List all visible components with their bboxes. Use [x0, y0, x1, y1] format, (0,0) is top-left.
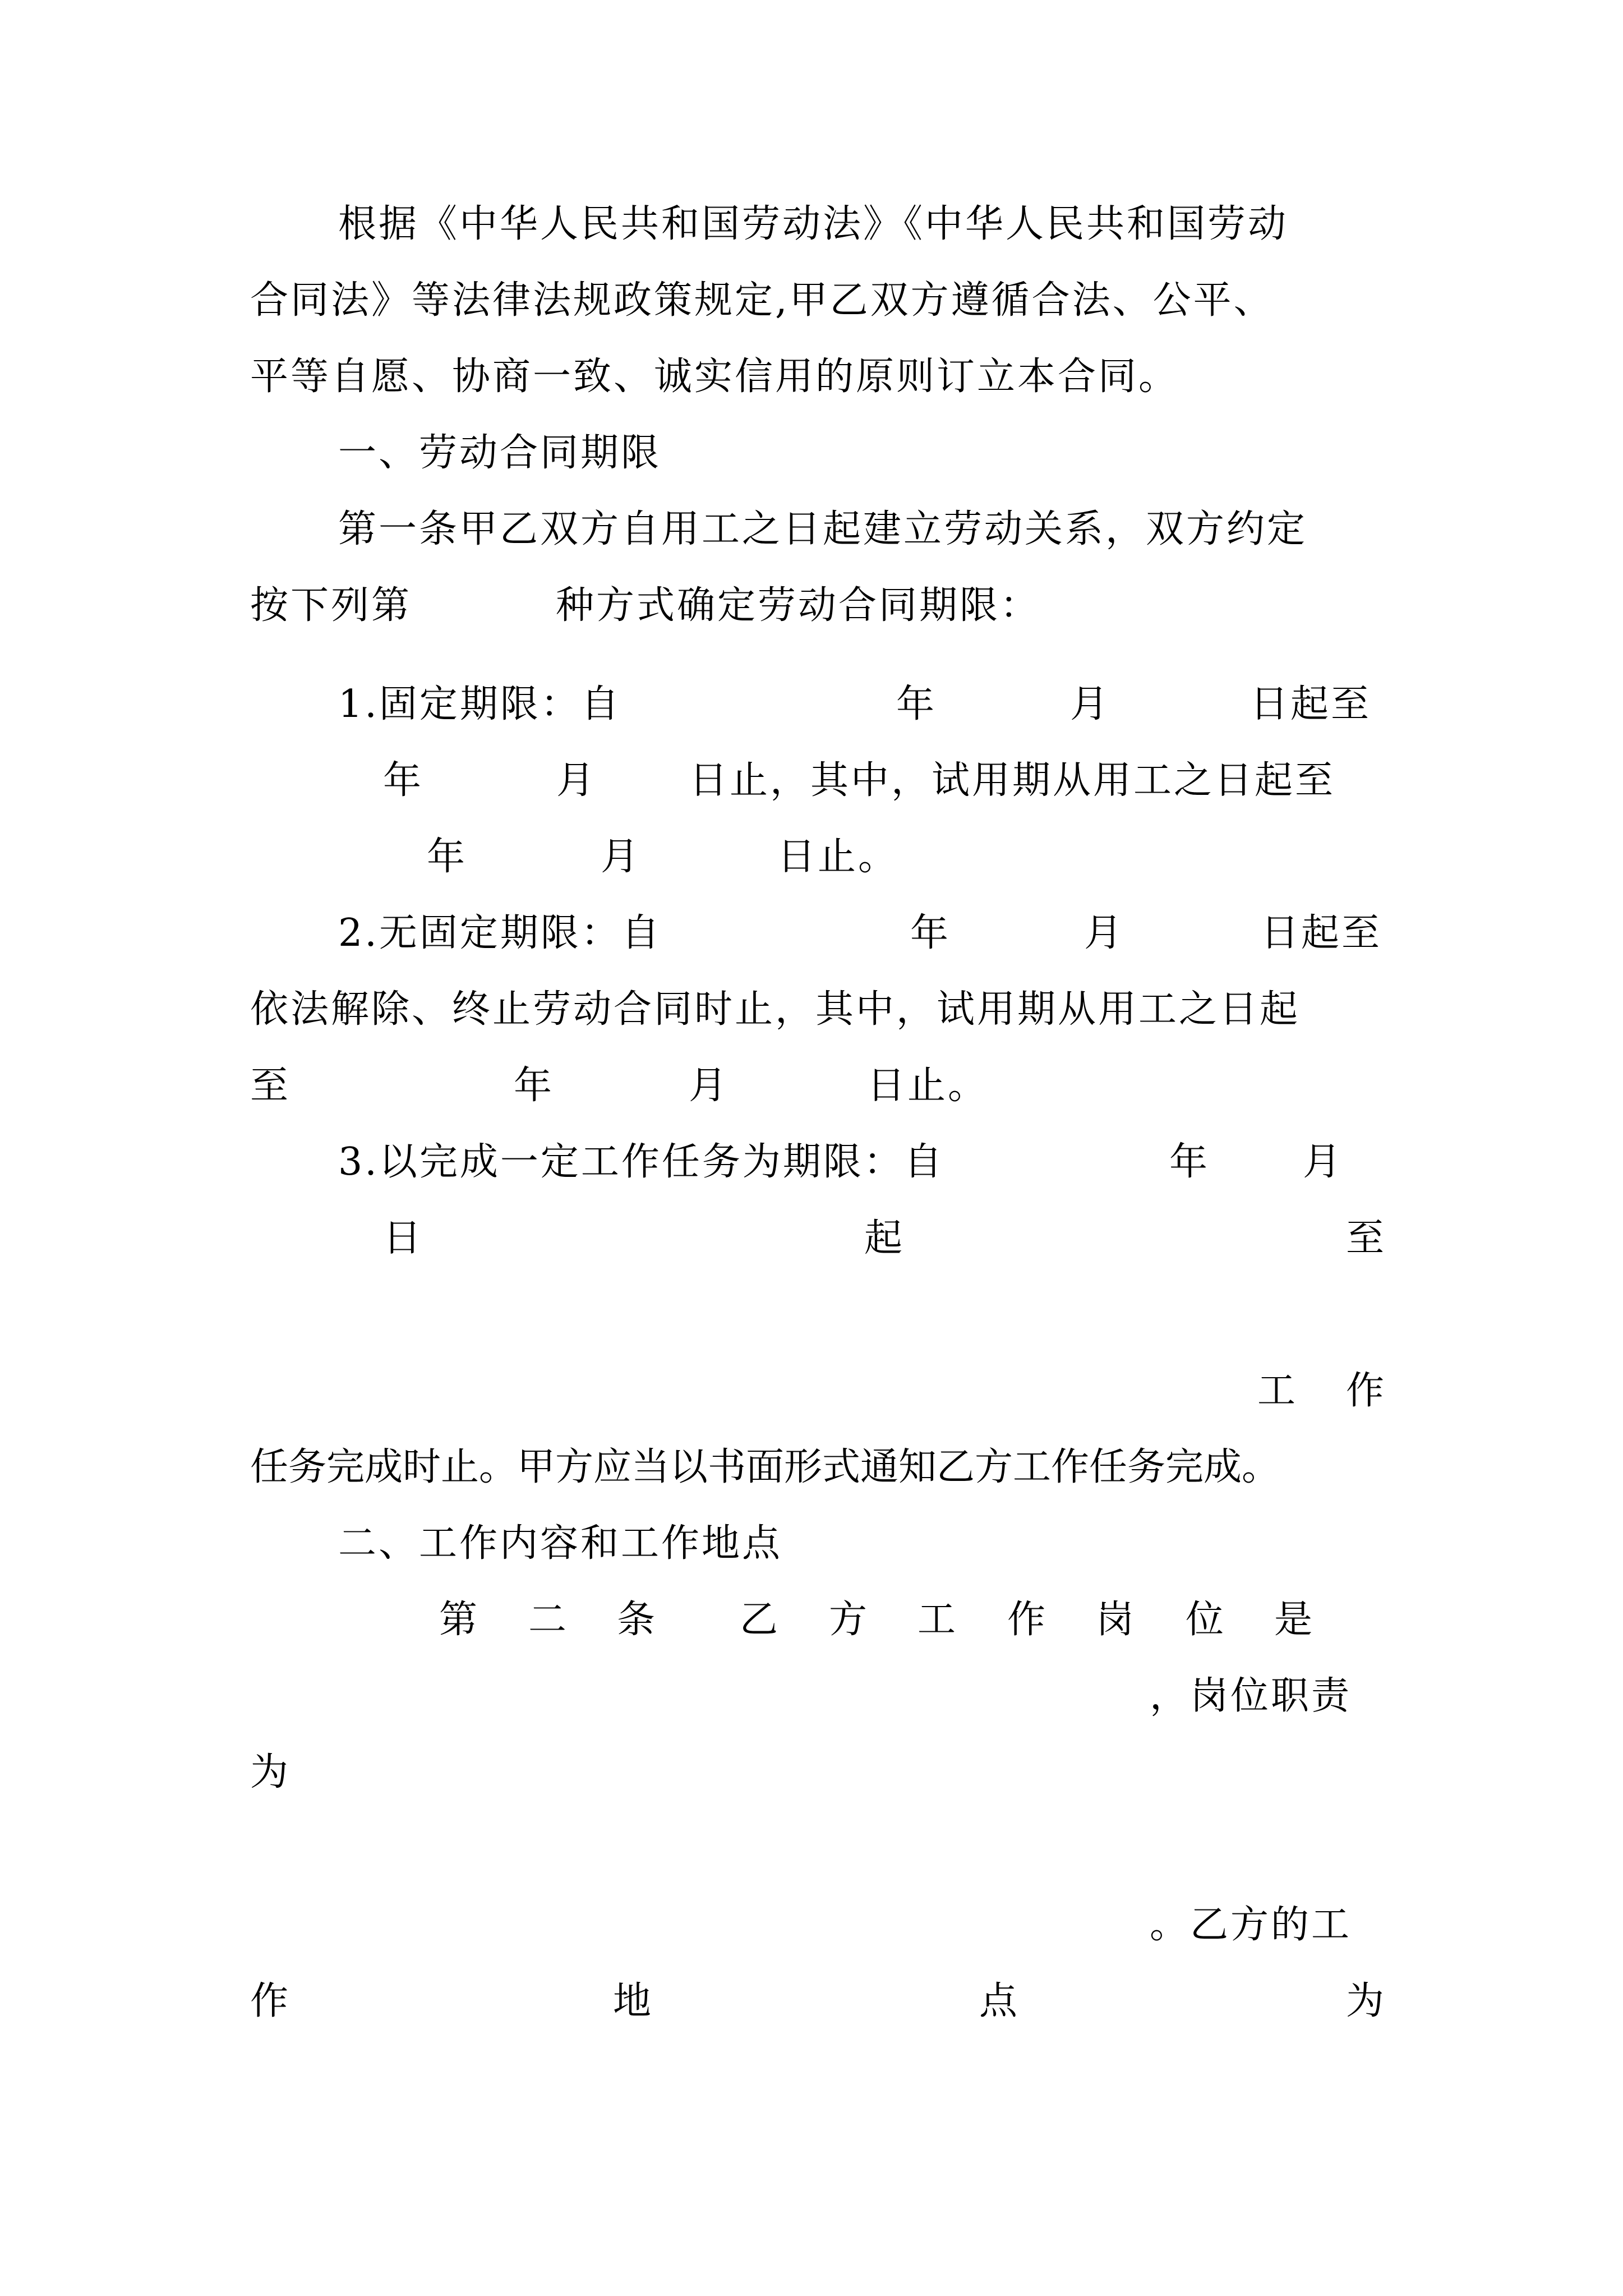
- option-1-text-1b: 年: [896, 682, 937, 726]
- article-2-text-3: 为: [250, 1750, 291, 1795]
- intro-text-1: 根据《中华人民共和国劳动法》《中华人民共和国劳动: [338, 202, 1289, 246]
- option-1-text-1d: 日起至: [1250, 682, 1372, 726]
- option-2-line-1: [338, 911, 1404, 956]
- option-1-text-1c: 月: [1070, 682, 1111, 726]
- article-2-line-3: [250, 1750, 291, 1795]
- option-3-text-2c: 至: [1346, 1216, 1387, 1260]
- option-1-text-2c: 日止，其中，试用期从用工之日起至: [689, 758, 1336, 803]
- option-1-text-3c: 日止。: [777, 835, 899, 879]
- article-2-word-1: 作: [250, 1979, 291, 2023]
- article-2-char-3: 条: [617, 1598, 658, 1642]
- article-1-text-1: 第一条甲乙双方自用工之日起建立劳动关系，双方约定: [338, 507, 1308, 551]
- section-2-title: 二、工作内容和工作地点: [338, 1521, 783, 1566]
- section-2-heading: [338, 1521, 782, 1566]
- article-2-line-2: [1150, 1674, 1352, 1719]
- option-3-text-1a: 3.以完成一定工作任务为期限：自: [338, 1140, 944, 1184]
- option-2-text-1c: 月: [1084, 911, 1125, 955]
- option-1-line-3: [250, 835, 1147, 880]
- option-2-text-1d: 日起至: [1261, 911, 1382, 955]
- option-1-text-3b: 月: [601, 835, 642, 879]
- option-1-line-2: [250, 758, 1400, 803]
- intro-line-3: [250, 355, 1179, 399]
- option-2-line-3: [250, 1064, 1147, 1108]
- option-3-text-3b: 作: [1346, 1369, 1387, 1413]
- option-1-text-3a: 年: [427, 835, 468, 879]
- article-2-line-5: [250, 1979, 1400, 2024]
- article-1-text-2a: 按下列第: [250, 583, 412, 628]
- option-3-line-4: [250, 1445, 1280, 1490]
- intro-line-1: [338, 202, 1288, 247]
- option-3-line-3: [250, 1369, 1400, 1414]
- article-2-word-3: 点: [979, 1979, 1020, 2023]
- article-2-word-2: 地: [613, 1979, 654, 2023]
- option-2-text-3c: 月: [689, 1064, 730, 1108]
- article-2-char-6: 工: [917, 1598, 958, 1642]
- article-2-char-5: 方: [829, 1598, 870, 1642]
- article-1-line-1: [338, 507, 1307, 552]
- option-2-text-2: 依法解除、终止劳动合同时止，其中，试用期从用工之日起: [250, 987, 1301, 1032]
- option-3-text-4: 任务完成时止。甲方应当以书面形式通知乙方工作任务完成。: [250, 1445, 1280, 1489]
- intro-text-2: 合同法》等法律法规政策规定,甲乙双方遵循合法、公平、: [250, 278, 1274, 323]
- option-3-line-1: [338, 1140, 1404, 1185]
- option-3-text-2b: 起: [864, 1216, 905, 1260]
- article-1-text-2b: 种方式确定劳动合同期限：: [556, 583, 1041, 628]
- option-3-text-3a: 工: [1257, 1369, 1298, 1413]
- option-3-text-2a: 日: [383, 1216, 424, 1260]
- article-2-line-1: [250, 1598, 1400, 1642]
- option-1-text-1a: 1.固定期限：自: [338, 682, 621, 726]
- article-2-char-9: 位: [1186, 1598, 1227, 1642]
- option-1-text-2b: 月: [556, 758, 597, 803]
- section-1-title: 一、劳动合同期限: [338, 431, 662, 475]
- section-1-heading: [338, 431, 661, 476]
- option-1-text-2a: 年: [383, 758, 424, 803]
- option-2-text-1a: 2.无固定期限：自: [338, 911, 662, 955]
- article-2-char-10: 是: [1274, 1598, 1315, 1642]
- option-3-line-2: [250, 1216, 1400, 1261]
- article-2-char-2: 二: [528, 1598, 569, 1642]
- article-2-char-4: 乙: [740, 1598, 781, 1642]
- option-3-text-1c: 月: [1303, 1140, 1344, 1184]
- option-2-text-3d: 日止。: [867, 1064, 989, 1108]
- intro-text-3: 平等自愿、协商一致、诚实信用的原则订立本合同。: [250, 355, 1179, 399]
- article-2-word-4: 为: [1346, 1979, 1387, 2023]
- article-2-char-7: 作: [1007, 1598, 1048, 1642]
- article-2-char-1: 第: [439, 1598, 480, 1642]
- article-2-text-2: ，岗位职责: [1150, 1674, 1352, 1718]
- article-2-char-8: 岗: [1096, 1598, 1137, 1642]
- option-2-text-1b: 年: [910, 911, 951, 955]
- option-3-text-1b: 年: [1169, 1140, 1210, 1184]
- intro-line-2: [250, 278, 1274, 323]
- option-2-text-3b: 年: [514, 1064, 555, 1108]
- option-2-text-3a: 至: [250, 1064, 291, 1108]
- article-1-line-2: [250, 583, 1372, 628]
- article-2-text-4: 。乙方的工: [1150, 1903, 1352, 1947]
- article-2-line-4: [1150, 1903, 1352, 1948]
- option-1-line-1: [338, 682, 1404, 727]
- option-2-line-2: [250, 987, 1300, 1032]
